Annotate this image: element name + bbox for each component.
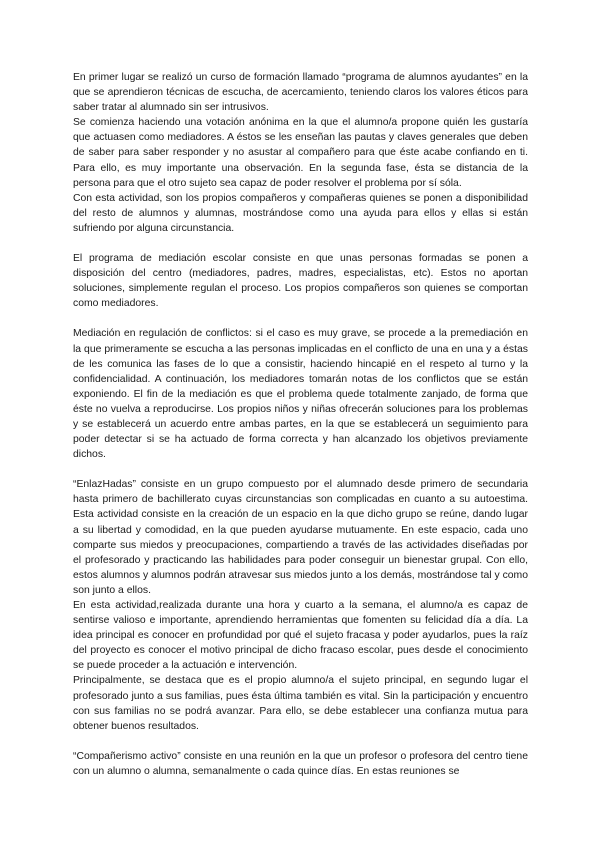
paragraph-spacer: [73, 311, 528, 326]
paragraph-spacer: [73, 734, 528, 749]
paragraph-actividad-semanal: En esta actividad,realizada durante una hora y cuarto a la semana, el alumno/a es capaz de sentirse valioso e importante, aprendiendo herramientas que fomenten su felicidad día a día. La idea principal es conocer en profundidad por qué el sujeto fracasa y poder ayudarlos, pues la raíz del proyecto es conocer el motivo principal de dicho fracaso escolar, pues desde el conocimiento se puede proceder a la actuación e intervención.: [73, 600, 528, 672]
paragraph-votacion: Se comienza haciendo una votación anónima en la que el alumno/a propone quién les gustaría que actuasen como mediadores. A éstos se les enseñan las pautas y claves generales que deben de saber para saber responder y no asustar al compañero para que éste acabe confiando en ti. Para ello, es muy importante una observación. En la segunda fase, ésta se distancia de la persona para que el otro sujeto sea capaz de poder resolver el problema por sí sóla.: [73, 117, 528, 189]
paragraph-actividad: Con esta actividad, son los propios compañeros y compañeras quienes se ponen a disponibilidad del resto de alumnos y alumnas, mostrándose como una ayuda para ellos y ellas si están sufriendo por alguna circunstancia.: [73, 192, 528, 234]
paragraph-spacer: [73, 462, 528, 477]
paragraph-regulacion-conflictos: Mediación en regulación de conflictos: si el caso es muy grave, se procede a la premediación en la que primeramente se escucha a las personas implicadas en el conflicto de una en una y a éstas de les comunica las fases de lo que a consistir, haciendo hincapié en el respeto al turno y la confidencialidad. A continuación, los mediadores tomarán notas de los conflictos que se están exponiendo. El fin de la mediación es que el problema quede totalmente zanjado, de forma que éste no vuelva a reproducirse. Los propios niños y niñas ofrecerán soluciones para los problemas y se establecerá un acuerdo entre ambas partes, en la que se establecerá un seguimiento para poder detectar si se ha actuado de forma correcta y han alcanzado los objetivos previamente dichos.: [73, 328, 528, 461]
document-page: [73, 70, 528, 779]
paragraph-programa-mediacion: El programa de mediación escolar consiste en que unas personas formadas se ponen a disposición del centro (mediadores, padres, madres, especialistas, etc). Estos no aportan soluciones, simplemente regulan el proceso. Los propios compañeros son quienes se comportan como mediadores.: [73, 253, 528, 310]
paragraph-enlazhadas: “EnlazHadas” consiste en un grupo compuesto por el alumnado desde primero de secundaria hasta primero de bachillerato cuyas circunstancias son complicadas en cuanto a su autoestima. Esta actividad consiste en la creación de un espacio en la que dicho grupo se reúne, dando lugar a su libertad y comodidad, en la que pueden ayudarse mutuamente. En este espacio, cada uno comparte sus miedos y preocupaciones, compartiendo a través de las actividades diseñadas por el profesorado y practicando las habilidades para poder conseguir un bienestar grupal. Con ello, estos alumnos y alumnos podrán atravesar sus miedos junto a los demás, mostrándose tal y como son junto a ellos.: [73, 479, 528, 596]
paragraph-companerismo-activo: “Compañerismo activo” consiste en una reunión en la que un profesor o profesora del centro tiene con un alumno o alumna, semanalmente o cada quince días. En estas reuniones se: [73, 750, 528, 777]
paragraph-spacer: [73, 236, 528, 251]
paragraph-curso-formacion: En primer lugar se realizó un curso de formación llamado “programa de alumnos ayudantes” en la que se aprendieron técnicas de escucha, de acercamiento, teniendo claros los valores éticos para saber tratar al alumnado sin ser intrusivos.: [73, 72, 528, 114]
paragraph-principalmente: Principalmente, se destaca que es el propio alumno/a el sujeto principal, en segundo lugar el profesorado junto a sus familias, pues ésta última también es vital. Sin la participación y encuentro con sus familias no se podrá avanzar. Para ello, se debe establecer una confianza mutua para obtener buenos resultados.: [73, 675, 528, 732]
